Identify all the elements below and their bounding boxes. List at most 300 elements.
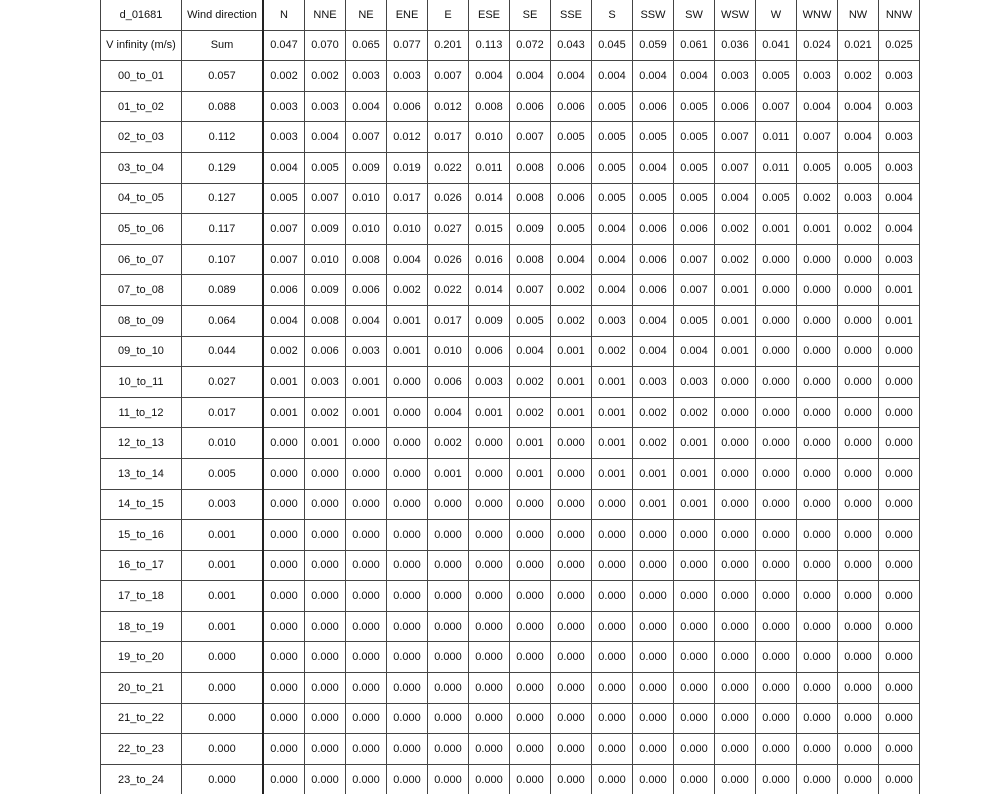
frequency-cell: 0.000 [797, 764, 838, 794]
table-row [101, 550, 920, 581]
frequency-cell: 0.010 [387, 214, 428, 245]
frequency-cell: 0.000 [469, 673, 510, 704]
frequency-cell: 0.000 [387, 581, 428, 612]
frequency-cell: 0.011 [756, 122, 797, 153]
frequency-cell: 0.005 [305, 152, 346, 183]
frequency-cell: 0.001 [715, 275, 756, 306]
frequency-cell: 0.000 [633, 642, 674, 673]
direction-header-ene: ENE [387, 0, 428, 30]
frequency-cell: 0.026 [428, 183, 469, 214]
speed-bin-label: 03_to_04 [101, 152, 182, 183]
frequency-cell: 0.001 [633, 489, 674, 520]
frequency-cell: 0.004 [674, 61, 715, 92]
direction-header-e: E [428, 0, 469, 30]
speed-bin-label: 20_to_21 [101, 673, 182, 704]
frequency-cell: 0.003 [387, 61, 428, 92]
direction-total-cell: 0.201 [428, 30, 469, 61]
frequency-cell: 0.000 [510, 581, 551, 612]
frequency-cell: 0.007 [428, 61, 469, 92]
frequency-cell: 0.007 [510, 275, 551, 306]
frequency-cell: 0.007 [510, 122, 551, 153]
frequency-cell: 0.004 [633, 336, 674, 367]
frequency-cell: 0.017 [428, 122, 469, 153]
frequency-cell: 0.009 [305, 275, 346, 306]
frequency-cell: 0.000 [592, 581, 633, 612]
row-sum-cell: 0.064 [182, 305, 264, 336]
frequency-cell: 0.000 [346, 703, 387, 734]
frequency-cell: 0.000 [469, 520, 510, 551]
frequency-cell: 0.000 [551, 428, 592, 459]
table-row [101, 367, 920, 398]
frequency-cell: 0.000 [756, 489, 797, 520]
frequency-cell: 0.000 [797, 673, 838, 704]
frequency-cell: 0.005 [756, 61, 797, 92]
frequency-cell: 0.005 [797, 152, 838, 183]
frequency-cell: 0.000 [756, 703, 797, 734]
frequency-cell: 0.000 [305, 703, 346, 734]
frequency-cell: 0.006 [633, 91, 674, 122]
frequency-cell: 0.008 [510, 244, 551, 275]
frequency-cell: 0.004 [346, 91, 387, 122]
frequency-cell: 0.002 [305, 397, 346, 428]
frequency-cell: 0.001 [879, 305, 920, 336]
frequency-cell: 0.007 [715, 122, 756, 153]
speed-bin-label: 00_to_01 [101, 61, 182, 92]
frequency-cell: 0.010 [469, 122, 510, 153]
row-sum-cell: 0.088 [182, 91, 264, 122]
direction-total-cell: 0.065 [346, 30, 387, 61]
direction-header-nw: NW [838, 0, 879, 30]
speed-bin-label: 13_to_14 [101, 458, 182, 489]
frequency-cell: 0.000 [797, 703, 838, 734]
frequency-cell: 0.000 [838, 581, 879, 612]
frequency-cell: 0.005 [510, 305, 551, 336]
frequency-cell: 0.006 [551, 183, 592, 214]
frequency-cell: 0.000 [838, 642, 879, 673]
frequency-cell: 0.000 [797, 428, 838, 459]
frequency-cell: 0.000 [469, 581, 510, 612]
frequency-cell: 0.001 [346, 367, 387, 398]
frequency-cell: 0.000 [797, 336, 838, 367]
frequency-cell: 0.000 [510, 489, 551, 520]
row-sum-cell: 0.000 [182, 734, 264, 765]
frequency-cell: 0.001 [633, 458, 674, 489]
frequency-cell: 0.000 [346, 581, 387, 612]
direction-total-cell: 0.077 [387, 30, 428, 61]
frequency-cell: 0.000 [551, 611, 592, 642]
frequency-cell: 0.005 [674, 122, 715, 153]
frequency-cell: 0.002 [305, 61, 346, 92]
frequency-cell: 0.005 [263, 183, 305, 214]
frequency-cell: 0.000 [263, 458, 305, 489]
frequency-cell: 0.000 [551, 673, 592, 704]
frequency-cell: 0.000 [263, 642, 305, 673]
frequency-cell: 0.000 [387, 489, 428, 520]
frequency-cell: 0.000 [879, 397, 920, 428]
row-sum-cell: 0.000 [182, 703, 264, 734]
frequency-cell: 0.000 [387, 764, 428, 794]
frequency-cell: 0.007 [674, 275, 715, 306]
frequency-cell: 0.000 [469, 734, 510, 765]
frequency-cell: 0.000 [469, 550, 510, 581]
frequency-cell: 0.000 [263, 734, 305, 765]
frequency-cell: 0.000 [346, 489, 387, 520]
frequency-cell: 0.004 [838, 122, 879, 153]
row-sum-cell: 0.001 [182, 550, 264, 581]
frequency-cell: 0.005 [674, 305, 715, 336]
table-body [101, 0, 920, 794]
frequency-cell: 0.000 [879, 367, 920, 398]
frequency-cell: 0.001 [715, 336, 756, 367]
direction-header-ne: NE [346, 0, 387, 30]
frequency-cell: 0.000 [797, 367, 838, 398]
frequency-cell: 0.002 [838, 61, 879, 92]
frequency-cell: 0.003 [797, 61, 838, 92]
frequency-cell: 0.000 [797, 489, 838, 520]
frequency-cell: 0.003 [879, 61, 920, 92]
frequency-cell: 0.003 [263, 122, 305, 153]
frequency-cell: 0.016 [469, 244, 510, 275]
frequency-cell: 0.005 [674, 183, 715, 214]
frequency-cell: 0.000 [387, 642, 428, 673]
frequency-cell: 0.000 [305, 458, 346, 489]
frequency-cell: 0.000 [510, 642, 551, 673]
frequency-cell: 0.026 [428, 244, 469, 275]
frequency-cell: 0.000 [592, 703, 633, 734]
table-row [101, 214, 920, 245]
frequency-cell: 0.014 [469, 275, 510, 306]
frequency-cell: 0.011 [756, 152, 797, 183]
frequency-cell: 0.014 [469, 183, 510, 214]
table-row [101, 428, 920, 459]
frequency-cell: 0.001 [510, 428, 551, 459]
frequency-cell: 0.005 [674, 152, 715, 183]
frequency-cell: 0.000 [879, 489, 920, 520]
frequency-cell: 0.003 [346, 61, 387, 92]
frequency-cell: 0.007 [756, 91, 797, 122]
table-id: d_01681 [101, 0, 182, 30]
frequency-cell: 0.000 [797, 244, 838, 275]
frequency-cell: 0.000 [263, 673, 305, 704]
frequency-cell: 0.004 [305, 122, 346, 153]
frequency-cell: 0.007 [346, 122, 387, 153]
table-row [101, 275, 920, 306]
frequency-cell: 0.000 [797, 397, 838, 428]
frequency-cell: 0.000 [838, 673, 879, 704]
frequency-cell: 0.000 [715, 550, 756, 581]
frequency-cell: 0.005 [674, 91, 715, 122]
frequency-cell: 0.000 [797, 611, 838, 642]
row-sum-cell: 0.000 [182, 764, 264, 794]
frequency-cell: 0.000 [305, 550, 346, 581]
speed-bin-label: 17_to_18 [101, 581, 182, 612]
frequency-cell: 0.000 [387, 458, 428, 489]
frequency-cell: 0.001 [428, 458, 469, 489]
table-row [101, 336, 920, 367]
table-row [101, 673, 920, 704]
direction-header-nne: NNE [305, 0, 346, 30]
row-sum-cell: 0.000 [182, 642, 264, 673]
frequency-cell: 0.000 [263, 520, 305, 551]
frequency-cell: 0.004 [428, 397, 469, 428]
frequency-cell: 0.000 [879, 581, 920, 612]
frequency-cell: 0.006 [633, 244, 674, 275]
frequency-cell: 0.005 [592, 122, 633, 153]
speed-bin-label: 08_to_09 [101, 305, 182, 336]
frequency-cell: 0.003 [263, 91, 305, 122]
speed-bin-label: 09_to_10 [101, 336, 182, 367]
frequency-cell: 0.000 [469, 458, 510, 489]
frequency-cell: 0.000 [756, 734, 797, 765]
row-sum-cell: 0.000 [182, 673, 264, 704]
direction-header-ssw: SSW [633, 0, 674, 30]
frequency-cell: 0.001 [387, 336, 428, 367]
frequency-cell: 0.003 [674, 367, 715, 398]
frequency-cell: 0.000 [838, 550, 879, 581]
speed-bin-label: 15_to_16 [101, 520, 182, 551]
row-sum-cell: 0.005 [182, 458, 264, 489]
frequency-cell: 0.000 [592, 611, 633, 642]
frequency-cell: 0.000 [715, 458, 756, 489]
row-sum-cell: 0.117 [182, 214, 264, 245]
frequency-cell: 0.005 [592, 91, 633, 122]
frequency-cell: 0.000 [674, 734, 715, 765]
frequency-cell: 0.000 [263, 428, 305, 459]
frequency-cell: 0.000 [838, 734, 879, 765]
speed-bin-label: 14_to_15 [101, 489, 182, 520]
speed-bin-label: 07_to_08 [101, 275, 182, 306]
frequency-cell: 0.006 [428, 367, 469, 398]
frequency-cell: 0.004 [469, 61, 510, 92]
row-sum-cell: 0.001 [182, 611, 264, 642]
frequency-cell: 0.000 [715, 642, 756, 673]
direction-total-cell: 0.047 [263, 30, 305, 61]
frequency-cell: 0.000 [551, 489, 592, 520]
frequency-cell: 0.001 [797, 214, 838, 245]
frequency-cell: 0.000 [510, 611, 551, 642]
frequency-cell: 0.000 [428, 642, 469, 673]
frequency-cell: 0.000 [756, 581, 797, 612]
direction-total-cell: 0.025 [879, 30, 920, 61]
table-row [101, 305, 920, 336]
direction-total-cell: 0.024 [797, 30, 838, 61]
frequency-cell: 0.000 [797, 305, 838, 336]
frequency-cell: 0.000 [756, 428, 797, 459]
frequency-cell: 0.004 [633, 61, 674, 92]
frequency-cell: 0.004 [592, 214, 633, 245]
frequency-cell: 0.003 [305, 91, 346, 122]
table-row [101, 244, 920, 275]
frequency-cell: 0.000 [838, 458, 879, 489]
table-row [101, 122, 920, 153]
frequency-cell: 0.000 [879, 734, 920, 765]
direction-header: Wind direction [182, 0, 264, 30]
frequency-cell: 0.004 [263, 152, 305, 183]
frequency-cell: 0.000 [592, 764, 633, 794]
frequency-cell: 0.002 [674, 397, 715, 428]
row-sum-cell: 0.010 [182, 428, 264, 459]
frequency-cell: 0.001 [756, 214, 797, 245]
frequency-cell: 0.002 [633, 397, 674, 428]
frequency-cell: 0.002 [551, 275, 592, 306]
frequency-cell: 0.001 [387, 305, 428, 336]
wind-frequency-table [100, 0, 920, 794]
frequency-cell: 0.006 [387, 91, 428, 122]
frequency-cell: 0.000 [592, 489, 633, 520]
frequency-cell: 0.000 [510, 520, 551, 551]
frequency-cell: 0.003 [346, 336, 387, 367]
frequency-cell: 0.001 [263, 397, 305, 428]
frequency-cell: 0.000 [305, 764, 346, 794]
direction-total-cell: 0.059 [633, 30, 674, 61]
frequency-cell: 0.003 [592, 305, 633, 336]
frequency-cell: 0.000 [633, 734, 674, 765]
frequency-cell: 0.000 [756, 397, 797, 428]
frequency-cell: 0.000 [715, 764, 756, 794]
frequency-cell: 0.000 [879, 642, 920, 673]
frequency-cell: 0.002 [633, 428, 674, 459]
frequency-cell: 0.000 [674, 520, 715, 551]
frequency-cell: 0.002 [263, 336, 305, 367]
speed-bin-label: 01_to_02 [101, 91, 182, 122]
frequency-cell: 0.000 [756, 520, 797, 551]
table-row [101, 581, 920, 612]
frequency-cell: 0.000 [879, 458, 920, 489]
table-row [101, 611, 920, 642]
direction-header-sse: SSE [551, 0, 592, 30]
frequency-cell: 0.000 [346, 642, 387, 673]
frequency-cell: 0.000 [674, 642, 715, 673]
frequency-cell: 0.000 [633, 611, 674, 642]
table-row [101, 703, 920, 734]
frequency-cell: 0.004 [797, 91, 838, 122]
frequency-cell: 0.000 [838, 428, 879, 459]
frequency-cell: 0.009 [510, 214, 551, 245]
frequency-cell: 0.008 [510, 183, 551, 214]
frequency-cell: 0.015 [469, 214, 510, 245]
speed-label: V infinity (m/s) [101, 30, 182, 61]
frequency-cell: 0.000 [879, 764, 920, 794]
direction-header-ese: ESE [469, 0, 510, 30]
frequency-cell: 0.004 [633, 305, 674, 336]
frequency-cell: 0.003 [879, 244, 920, 275]
speed-bin-label: 22_to_23 [101, 734, 182, 765]
frequency-cell: 0.000 [387, 367, 428, 398]
frequency-cell: 0.000 [428, 550, 469, 581]
frequency-cell: 0.003 [305, 367, 346, 398]
frequency-cell: 0.000 [469, 611, 510, 642]
frequency-cell: 0.008 [305, 305, 346, 336]
frequency-cell: 0.008 [510, 152, 551, 183]
row-sum-cell: 0.127 [182, 183, 264, 214]
row-sum-cell: 0.001 [182, 581, 264, 612]
frequency-cell: 0.002 [387, 275, 428, 306]
frequency-cell: 0.010 [305, 244, 346, 275]
frequency-cell: 0.000 [346, 764, 387, 794]
speed-bin-label: 02_to_03 [101, 122, 182, 153]
frequency-cell: 0.000 [428, 734, 469, 765]
frequency-cell: 0.002 [428, 428, 469, 459]
frequency-cell: 0.000 [756, 458, 797, 489]
frequency-cell: 0.008 [469, 91, 510, 122]
speed-bin-label: 11_to_12 [101, 397, 182, 428]
frequency-cell: 0.009 [469, 305, 510, 336]
frequency-cell: 0.000 [263, 581, 305, 612]
frequency-cell: 0.000 [797, 734, 838, 765]
frequency-cell: 0.000 [879, 428, 920, 459]
frequency-cell: 0.001 [592, 397, 633, 428]
frequency-cell: 0.000 [592, 520, 633, 551]
frequency-cell: 0.000 [633, 520, 674, 551]
frequency-cell: 0.000 [756, 336, 797, 367]
frequency-cell: 0.000 [551, 642, 592, 673]
frequency-cell: 0.006 [674, 214, 715, 245]
frequency-cell: 0.002 [551, 305, 592, 336]
frequency-cell: 0.007 [263, 214, 305, 245]
frequency-cell: 0.004 [633, 152, 674, 183]
frequency-cell: 0.000 [838, 305, 879, 336]
frequency-cell: 0.000 [879, 520, 920, 551]
frequency-cell: 0.004 [592, 275, 633, 306]
frequency-cell: 0.000 [510, 673, 551, 704]
frequency-cell: 0.003 [879, 152, 920, 183]
frequency-cell: 0.010 [346, 183, 387, 214]
direction-total-cell: 0.072 [510, 30, 551, 61]
frequency-cell: 0.000 [551, 703, 592, 734]
frequency-cell: 0.000 [715, 611, 756, 642]
frequency-cell: 0.022 [428, 152, 469, 183]
frequency-cell: 0.008 [346, 244, 387, 275]
frequency-cell: 0.000 [387, 428, 428, 459]
frequency-cell: 0.003 [838, 183, 879, 214]
frequency-cell: 0.000 [879, 550, 920, 581]
frequency-cell: 0.001 [879, 275, 920, 306]
frequency-cell: 0.000 [879, 336, 920, 367]
direction-header-sw: SW [674, 0, 715, 30]
frequency-cell: 0.000 [346, 611, 387, 642]
frequency-cell: 0.012 [387, 122, 428, 153]
direction-total-cell: 0.043 [551, 30, 592, 61]
frequency-cell: 0.000 [756, 673, 797, 704]
row-sum-cell: 0.003 [182, 489, 264, 520]
frequency-cell: 0.000 [715, 367, 756, 398]
frequency-cell: 0.003 [879, 91, 920, 122]
frequency-cell: 0.005 [592, 183, 633, 214]
frequency-cell: 0.004 [674, 336, 715, 367]
frequency-cell: 0.000 [633, 550, 674, 581]
frequency-cell: 0.000 [797, 550, 838, 581]
frequency-cell: 0.007 [305, 183, 346, 214]
frequency-cell: 0.000 [674, 550, 715, 581]
frequency-cell: 0.000 [838, 367, 879, 398]
direction-total-cell: 0.041 [756, 30, 797, 61]
frequency-cell: 0.000 [756, 244, 797, 275]
frequency-cell: 0.009 [346, 152, 387, 183]
frequency-cell: 0.000 [387, 611, 428, 642]
frequency-cell: 0.006 [346, 275, 387, 306]
frequency-cell: 0.004 [510, 61, 551, 92]
frequency-cell: 0.006 [305, 336, 346, 367]
frequency-cell: 0.000 [346, 458, 387, 489]
frequency-cell: 0.002 [838, 214, 879, 245]
direction-header-w: W [756, 0, 797, 30]
frequency-cell: 0.000 [879, 703, 920, 734]
frequency-cell: 0.000 [715, 734, 756, 765]
row-sum-cell: 0.107 [182, 244, 264, 275]
frequency-cell: 0.000 [551, 520, 592, 551]
frequency-cell: 0.000 [469, 428, 510, 459]
frequency-cell: 0.001 [674, 489, 715, 520]
